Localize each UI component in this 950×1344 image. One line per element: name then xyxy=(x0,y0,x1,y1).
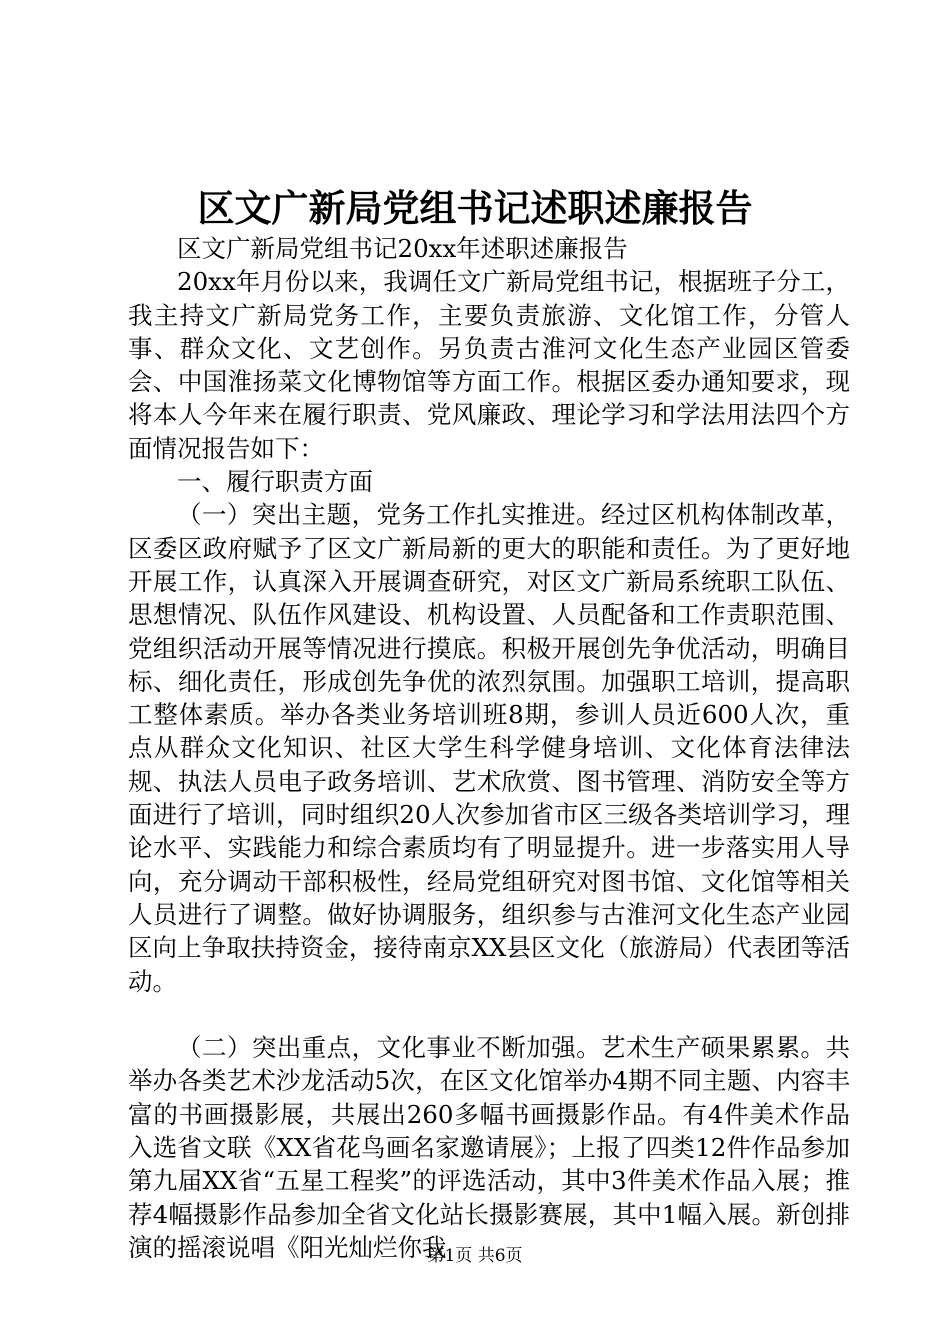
intro-paragraph: 20xx年月份以来，我调任文广新局党组书记，根据班子分工，我主持文广新局党务工作，主要负责旅游、文化馆工作，分管人事、群众文化、文艺创作。另负责古淮河文化生态产业园区管委会、中国淮扬菜文化博物馆等方面工作。根据区委办通知要求，现将本人今年来在履行职责、党风廉政、理论学习和学法用法四个方面情况报告如下： xyxy=(128,267,850,463)
body-paragraph-1: （一）突出主题，党务工作扎实推进。经过区机构体制改革，区委区政府赋予了区文广新局新的更大的职能和责任。为了更好地开展工作，认真深入开展调查研究，对区文广新局系统职工队伍、思想情况、队伍作风建设、机构设置、人员配备和工作责职范围、党组织活动开展等情况进行摸底。积极开展创先争优活动，明确目标、细化责任，形成创先争优的浓烈氛围。加强职工培训，提高职工整体素质。举办各类业务培训班8期，参训人员近600人次，重点从群众文化知识、社区大学生科学健身培训、文化体育法律法规、执法人员电子政务培训、艺术欣赏、图书管理、消防安全等方面进行了培训，同时组织20人次参加省市区三级各类培训学习，理论水平、实践能力和综合素质均有了明显提升。进一步落实用人导向，充分调动干部积极性，经局党组研究对图书馆、文化馆等相关人员进行了调整。做好协调服务，组织参与古淮河文化生态产业园区向上争取扶持资金，接待南京XX县区文化（旅游局）代表团等活动。 xyxy=(128,500,850,996)
body-paragraph-2: （二）突出重点，文化事业不断加强。艺术生产硕果累累。共举办各类艺术沙龙活动5次，在区文化馆举办4期不同主题、内容丰富的书画摄影展，共展出260多幅书画摄影作品。有4件美术作品入选省文联《XX省花鸟画名家邀请展》；上报了四类12件作品参加第九届XX省“五星工程奖”的评选活动，其中3件美术作品入展；推荐4幅摄影作品参加全省文化站长摄影赛展，其中1幅入展。新创排演的摇滚说唱《阳光灿烂你我 xyxy=(128,1033,850,1262)
page-footer: 第1页 共6页 xyxy=(427,1246,523,1266)
report-heading-paragraph: 区文广新局党组书记20xx年述职述廉报告 xyxy=(177,234,628,263)
section-heading-paragraph: 一、履行职责方面 xyxy=(177,467,373,497)
document-body xyxy=(128,232,850,1264)
document-title: 区文广新局党组书记述职述廉报告 xyxy=(197,186,753,230)
paragraph-spacer xyxy=(128,998,850,1031)
